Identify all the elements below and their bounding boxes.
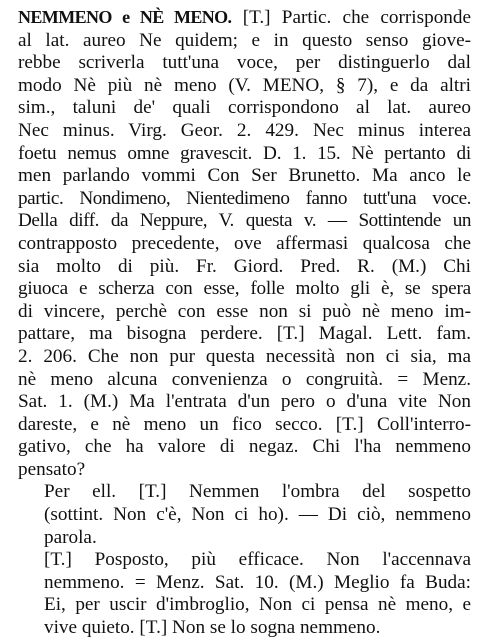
- text-line: gativo, che ha valore di negaz. Chi l'ha nemmeno: [18, 436, 471, 458]
- text-line: parola.: [44, 526, 97, 548]
- text-line: [10, 6, 471, 30]
- text-line: nè meno alcuna convenienza o congruità. = Menz.: [18, 368, 471, 390]
- text-line: dareste, e nè meno un fico secco. [T.] Coll'interro-: [18, 413, 471, 435]
- text-line: contrapposto precedente, ove affermasi qualcosa che: [18, 232, 471, 254]
- text-line: Sat. 1. (M.) Ma l'entrata d'un pero o d'una vite Non: [18, 391, 471, 413]
- text-line: giuoca e scherza con esse, folle molto gli è, se spera: [18, 278, 471, 300]
- text-segment: [T.] Partic. che corrisponde: [231, 7, 471, 28]
- text-line: partic. Nondimeno, Nientedimeno fanno tutt'una voce.: [18, 187, 471, 209]
- text-line: men parlando vommi Con Ser Brunetto. Ma anco le: [18, 165, 471, 187]
- text-line: vive quieto. [T.] Non se lo sogna nemmeno.: [44, 617, 381, 639]
- text-line: Nec minus. Virg. Geor. 2. 429. Nec minus interea: [18, 119, 471, 141]
- text-line: pattare, ma bisogna perdere. [T.] Magal. Lett. fam.: [18, 323, 471, 345]
- text-line: Della diff. da Neppure, V. questa v. — Sottintende un: [18, 210, 471, 232]
- text-line: pensato?: [18, 458, 86, 480]
- text-line: rebbe scriverla tutt'una voce, per distinguerlo dal: [18, 52, 471, 74]
- entry-paragraph-postposed: [10, 549, 471, 639]
- text-line: di vincere, perchè con esse non si può nè meno im-: [18, 300, 471, 322]
- entry-paragraph-ellipsis: [10, 481, 471, 549]
- entry-paragraph-main: [10, 6, 471, 481]
- text-line: (sottint. Non c'è, Non ci ho). — Di ciò, nemmeno: [44, 504, 471, 526]
- text-line: 2. 206. Che non pur questa necessità non ci sia, ma: [18, 345, 471, 367]
- text-line: [T.] Posposto, più efficace. Non l'accennava: [44, 549, 471, 571]
- text-line: foetu nemus omne gravescit. D. 1. 15. Nè pertanto di: [18, 142, 471, 164]
- headword: NEMMENO e NÈ MENO.: [18, 7, 232, 27]
- text-line: modo Nè più nè meno (V. MENO, § 7), e da altri: [18, 74, 471, 96]
- text-line: Per ell. [T.] Nemmen l'ombra del sospetto: [44, 481, 471, 503]
- text-line: al lat. aureo Ne quidem; e in questo senso giove-: [18, 29, 471, 51]
- text-line: sia molto di più. Fr. Giord. Pred. R. (M.) Chi: [18, 255, 471, 277]
- text-line: nemmeno. = Menz. Sat. 10. (M.) Meglio fa Buda:: [44, 571, 471, 593]
- text-line: sim., taluni de' quali corrispondono al lat. aureo: [18, 97, 471, 119]
- text-line: Ei, per uscir d'imbroglio, Non ci pensa nè meno, e: [44, 594, 471, 616]
